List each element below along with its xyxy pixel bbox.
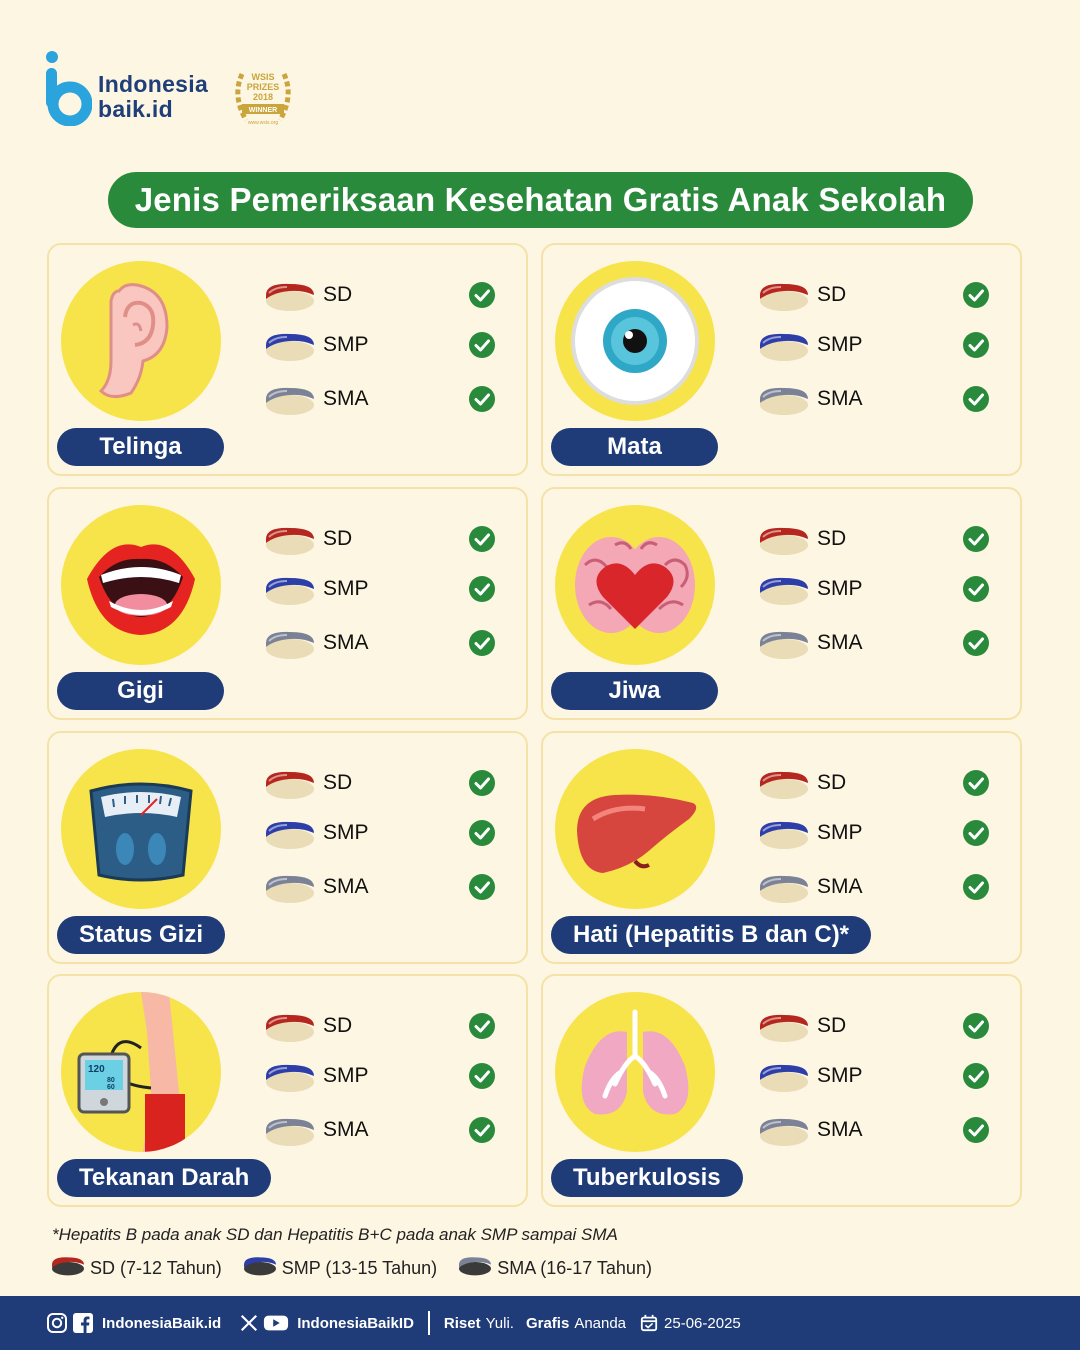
prize-text-4: WINNER [248,107,278,114]
card-label: Telinga [57,428,224,466]
level-label: SMA [817,1118,863,1141]
level-label: SD [817,1014,847,1037]
footer-date: 25-06-2025 [664,1314,741,1332]
check-icon [962,769,990,797]
page-title: Jenis Pemeriksaan Kesehatan Gratis Anak Sekolah [108,172,973,228]
graduation-cap-icon [457,1253,497,1284]
wsis-prize-laurel-icon [228,66,298,132]
level-label: SMA [323,631,369,654]
facebook-icon[interactable] [72,1312,94,1334]
check-icon [962,629,990,657]
lungs-icon [555,992,715,1152]
level-row [263,627,503,661]
graduation-cap-icon [263,525,317,557]
graduation-cap-icon [50,1253,90,1284]
level-row [757,627,997,661]
graduation-cap-icon [263,873,317,905]
graduation-cap-icon [263,1116,317,1148]
level-row [263,767,503,801]
brand-name [98,72,208,122]
level-label: SD [817,283,847,306]
checkup-card [541,243,1022,476]
level-label: SMP [323,577,369,600]
level-label: SD [323,1014,353,1037]
check-icon [962,1062,990,1090]
level-row [757,523,997,557]
level-label: SMP [323,333,369,356]
legend-item-sd [50,1253,222,1284]
card-label: Status Gizi [57,916,225,954]
graduation-cap-icon [757,1012,811,1044]
level-label: SMA [817,875,863,898]
checkup-card [541,974,1022,1207]
graduation-cap-icon [263,575,317,607]
level-label: SMA [323,875,369,898]
level-row [263,383,503,417]
checkup-card [47,243,528,476]
graduation-cap-icon [757,525,811,557]
level-label: SMP [817,577,863,600]
graduation-cap-icon [757,575,811,607]
prize-text-2: PRIZES [246,82,280,92]
prize-text-3: 2018 [252,92,274,102]
check-icon [962,1116,990,1144]
monitor-diastolic-text: 80 [107,1077,115,1084]
legend [50,1253,672,1284]
calendar-icon [640,1312,658,1334]
check-icon [468,873,496,901]
level-row [263,523,503,557]
instagram-icon[interactable] [46,1312,68,1334]
footer-handle-social[interactable]: IndonesiaBaikID [297,1314,414,1332]
level-row [263,1010,503,1044]
graduation-cap-icon [263,629,317,661]
checkup-card [47,731,528,964]
level-label: SMP [817,1064,863,1087]
check-icon [468,525,496,553]
level-label: SMP [817,821,863,844]
level-row [263,817,503,851]
graduation-cap-icon [757,1062,811,1094]
level-row [757,383,997,417]
footer-handle-website[interactable]: IndonesiaBaik.id [102,1314,222,1332]
card-label: Tekanan Darah [57,1159,271,1197]
legend-text: SMP (13-15 Tahun) [281,1258,438,1278]
level-label: SMA [817,631,863,654]
footer-grafis-label: Grafis [525,1314,570,1332]
check-icon [468,629,496,657]
level-row [757,1114,997,1148]
card-label: Tuberkulosis [551,1159,743,1197]
graduation-cap-icon [757,281,811,313]
graduation-cap-icon [263,819,317,851]
graduation-cap-icon [263,1062,317,1094]
checkup-card [47,974,528,1207]
scale-icon [61,749,221,909]
level-label: SD [323,527,353,550]
level-label: SMA [323,1118,369,1141]
prize-text-5: www.wsis.org [247,120,279,126]
level-row [757,871,997,905]
level-label: SD [817,771,847,794]
legend-text: SMA (16-17 Tahun) [497,1258,652,1278]
graduation-cap-icon [242,1253,282,1284]
graduation-cap-icon [757,629,811,661]
level-row [757,817,997,851]
graduation-cap-icon [757,873,811,905]
liver-icon [555,749,715,909]
level-row [757,573,997,607]
level-label: SD [323,771,353,794]
check-icon [962,385,990,413]
brand-logo [44,50,208,126]
check-icon [468,1116,496,1144]
footer [0,1296,1080,1350]
blood-pressure-icon [61,992,221,1152]
check-icon [962,281,990,309]
card-label: Mata [551,428,718,466]
youtube-icon[interactable] [263,1312,289,1334]
check-icon [468,575,496,603]
card-label: Jiwa [551,672,718,710]
x-twitter-icon[interactable] [239,1312,259,1334]
card-label: Gigi [57,672,224,710]
checkup-card [47,487,528,720]
footnote: *Hepatits B pada anak SD dan Hepatitis B+C pada anak SMP sampai SMA [52,1225,618,1244]
level-label: SMP [323,821,369,844]
check-icon [962,331,990,359]
footer-riset-name: Yuli. [485,1314,514,1332]
legend-item-sma [457,1253,652,1284]
check-icon [468,1012,496,1040]
check-icon [468,819,496,847]
footer-grafis-name: Ananda [574,1314,627,1332]
prize-text-1: WSIS [251,72,275,82]
check-icon [468,281,496,309]
level-row [757,329,997,363]
brand-name-line2: baik.id [98,96,173,122]
monitor-systolic-text: 120 [88,1064,105,1075]
card-label: Hati (Hepatitis B dan C)* [551,916,871,954]
brand-name-line1: Indonesia [98,71,209,97]
level-row [757,1010,997,1044]
level-label: SD [323,283,353,306]
check-icon [468,385,496,413]
eye-icon [555,261,715,421]
level-label: SMP [817,333,863,356]
level-label: SMA [817,387,863,410]
level-row [757,1060,997,1094]
graduation-cap-icon [263,281,317,313]
graduation-cap-icon [263,331,317,363]
graduation-cap-icon [757,819,811,851]
checkup-card [541,487,1022,720]
footer-riset-label: Riset [443,1314,481,1332]
graduation-cap-icon [757,1116,811,1148]
level-row [263,279,503,313]
level-row [263,1114,503,1148]
footer-divider [428,1311,430,1335]
check-icon [468,331,496,359]
level-row [263,329,503,363]
check-icon [962,873,990,901]
graduation-cap-icon [757,385,811,417]
check-icon [468,769,496,797]
level-row [757,279,997,313]
legend-item-smp [242,1253,437,1284]
level-label: SMA [323,387,369,410]
level-row [757,767,997,801]
legend-text: SD (7-12 Tahun) [90,1258,222,1278]
graduation-cap-icon [263,769,317,801]
check-icon [962,575,990,603]
check-icon [962,525,990,553]
graduation-cap-icon [263,1012,317,1044]
level-row [263,871,503,905]
check-icon [468,1062,496,1090]
level-label: SMP [323,1064,369,1087]
check-icon [962,819,990,847]
graduation-cap-icon [757,769,811,801]
brain-heart-icon [555,505,715,665]
checkup-card [541,731,1022,964]
mouth-icon [61,505,221,665]
ear-icon [61,261,221,421]
monitor-pulse-text: 60 [107,1084,115,1091]
level-row [263,1060,503,1094]
graduation-cap-icon [757,331,811,363]
check-icon [962,1012,990,1040]
level-row [263,573,503,607]
graduation-cap-icon [263,385,317,417]
level-label: SD [817,527,847,550]
indonesiabaik-logo-icon [44,50,92,126]
